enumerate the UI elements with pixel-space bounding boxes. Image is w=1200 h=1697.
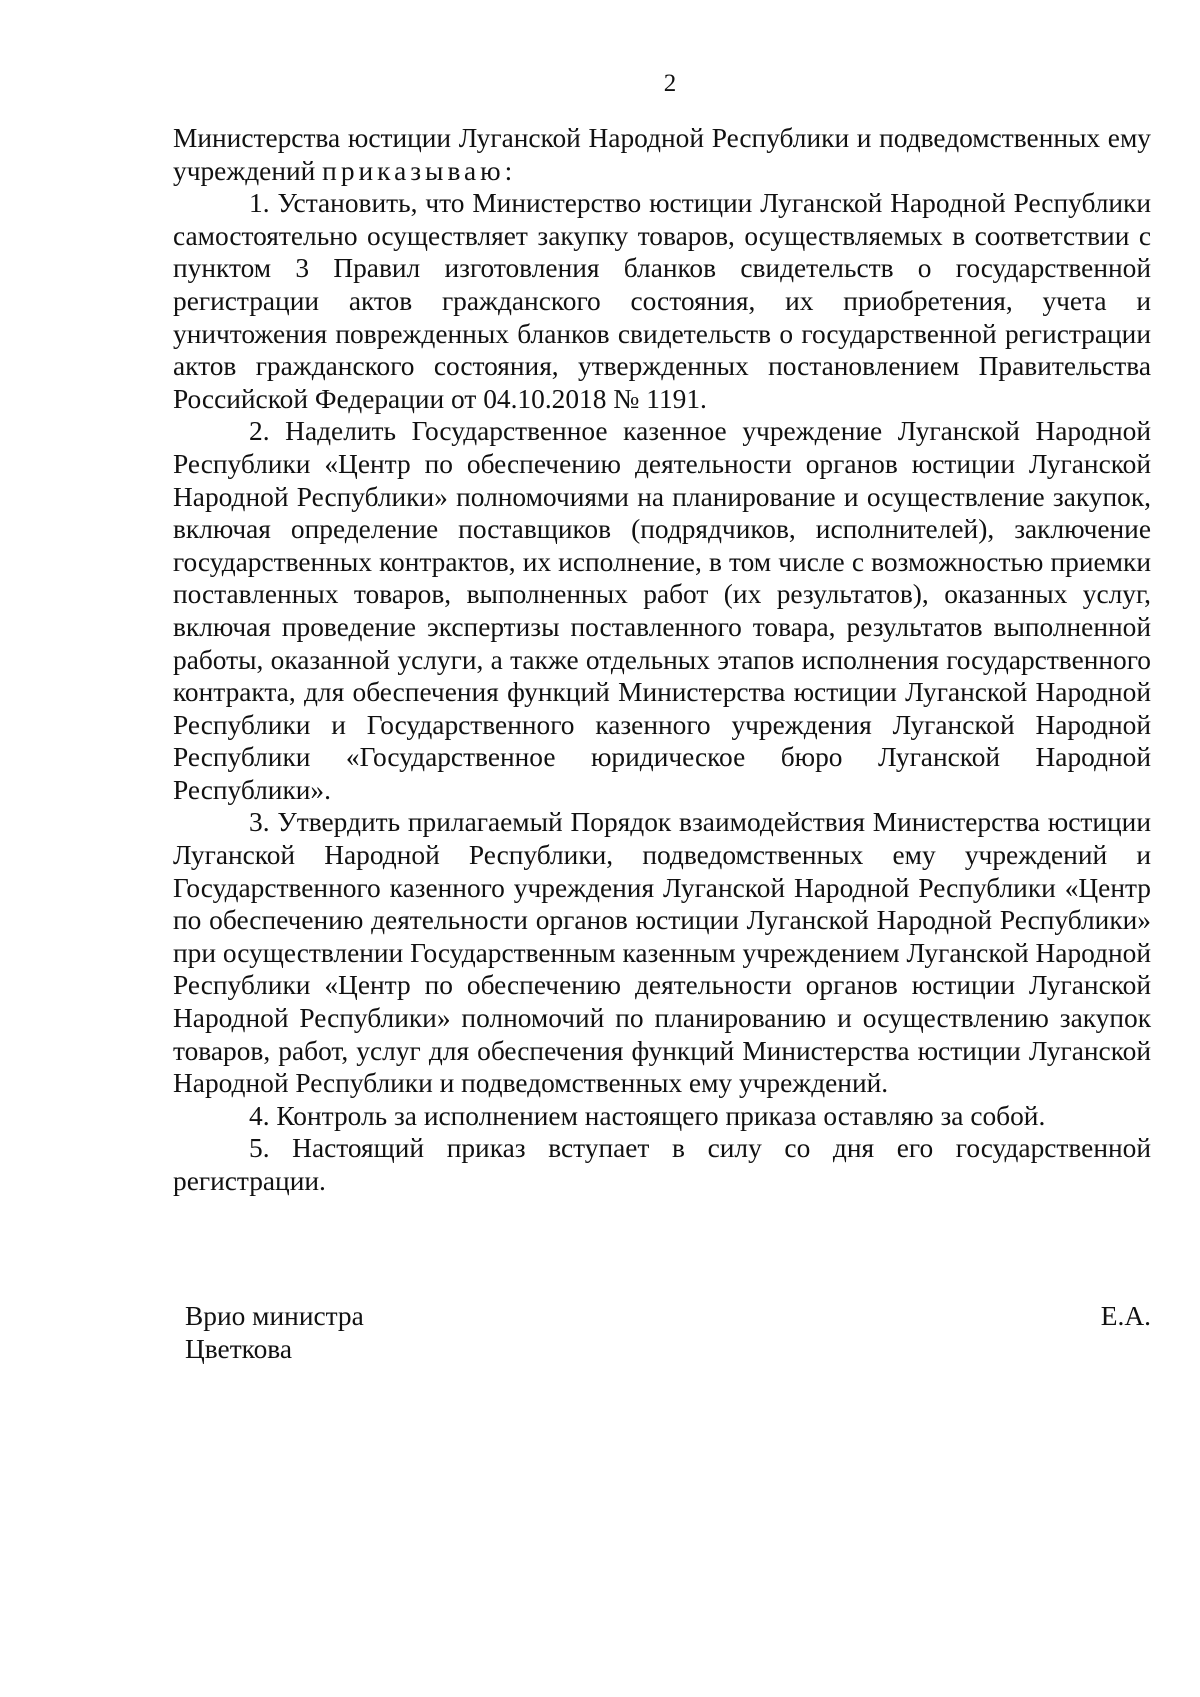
signatory-position: Врио министра (185, 1301, 364, 1331)
intro-text: Министерства юстиции Луганской Народной Республики и подведомственных ему учреждений (173, 123, 1151, 186)
order-item-2: 2. Наделить Государственное казенное учреждение Луганской Народной Республики «Центр по обеспечению деятельности органов юстиции Луганской Народной Республики» полномочиями на планирование и осуществление закупок, включая определение поставщиков (подрядчиков, исполнителей), заключение государственных контрактов, их исполнение, в том числе с возможностью приемки поставленных товаров, выполненных работ (их результатов), оказанных услуг, включая проведение экспертизы поставленного товара, результатов выполненной работы, оказанной услуги, а также отдельных этапов исполнения государственного контракта, для обеспечения функций Министерства юстиции Луганской Народной Республики и Государственного казенного учреждения Луганской Народной Республики «Государственное юридическое бюро Луганской Народной Республики». (173, 416, 1151, 805)
page-number: 2 (663, 70, 677, 97)
order-keyword: приказываю (322, 155, 505, 186)
intro-paragraph (173, 122, 1151, 187)
order-item-4: 4. Контроль за исполнением настоящего приказа оставляю за собой. (249, 1100, 1046, 1131)
document-page (173, 68, 1151, 1668)
intro-colon: : (504, 155, 513, 186)
signature-block (185, 1300, 1151, 1365)
signatory-initials: Е.А. (1100, 1301, 1151, 1331)
signature-row (185, 1300, 1151, 1333)
document-body (173, 122, 1151, 1198)
order-item-5: 5. Настоящий приказ вступает в силу со дня его государственной регистрации. (173, 1133, 1151, 1196)
order-item-3: 3. Утвердить прилагаемый Порядок взаимодействия Министерства юстиции Луганской Народной Республики, подведомственных ему учреждений и Государственного казенного учреждения Луганской Народной Республики «Центр по обеспечению деятельности органов юстиции Луганской Народной Республики» при осуществлении Государственным казенным учреждением Луганской Народной Республики «Центр по обеспечению деятельности органов юстиции Луганской Народной Республики» полномочий по планированию и осуществлению закупок товаров, работ, услуг для обеспечения функций Министерства юстиции Луганской Народной Республики и подведомственных ему учреждений. (173, 807, 1151, 1099)
order-item-1: 1. Установить, что Министерство юстиции Луганской Народной Республики самостоятельно осуществляет закупку товаров, осуществляемых в соответствии с пунктом 3 Правил изготовления бланков свидетельств о государственной регистрации актов гражданского состояния, их приобретения, учета и уничтожения поврежденных бланков свидетельств о государственной регистрации актов гражданского состояния, утвержденных постановлением Правительства Российской Федерации от 04.10.2018 № 1191. (173, 188, 1151, 414)
signatory-surname: Цветкова (185, 1333, 293, 1364)
